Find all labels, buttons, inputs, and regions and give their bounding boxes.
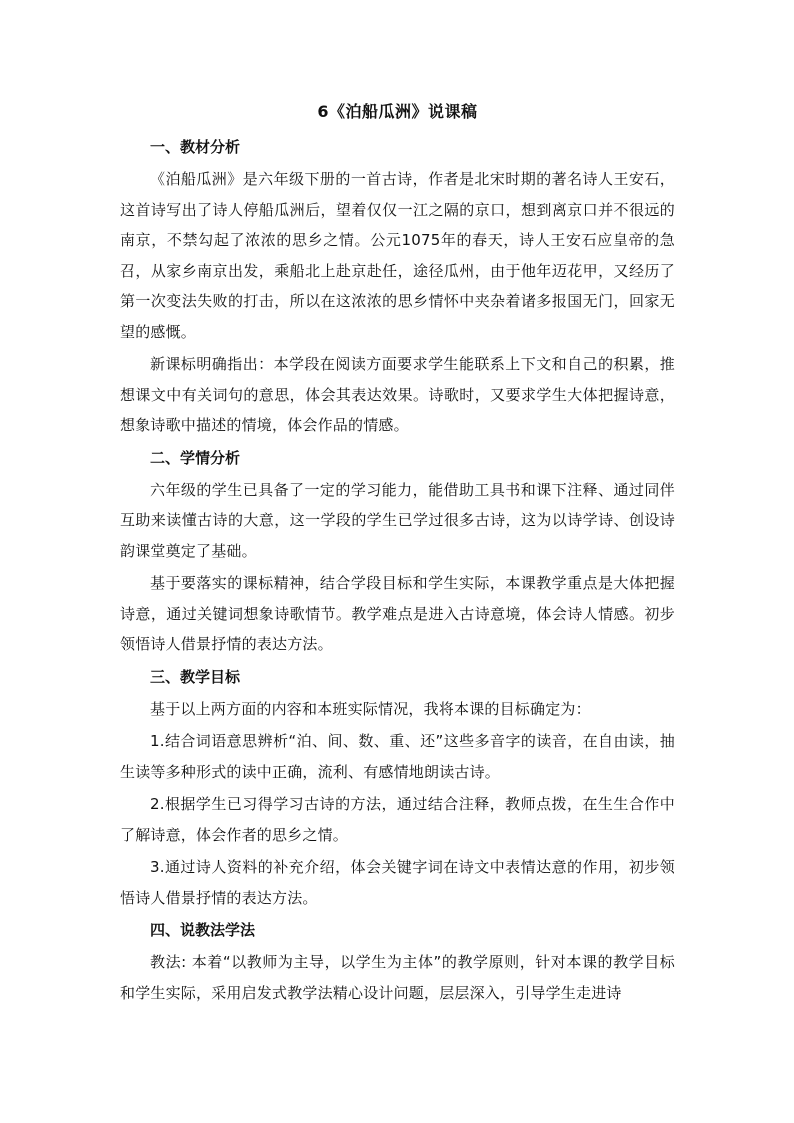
section-heading: 一、教材分析 <box>150 138 241 156</box>
paragraph: 1.结合词语意思辨析“泊、间、数、重、还”这些多音字的读音，在自由读，抽生读等多种形式的读中正确，流利、有感情地朗读古诗。 <box>120 732 675 781</box>
section-textbook-analysis <box>120 132 675 441</box>
paragraph: 3.通过诗人资料的补充介绍，体会关键字词在诗文中表情达意的作用，初步领悟诗人借景抒情的表达方法。 <box>120 858 675 907</box>
paragraph: 基于以上两方面的内容和本班实际情况，我将本课的目标确定为： <box>150 699 591 718</box>
paragraph: 《泊船瓜洲》是六年级下册的一首古诗，作者是北宋时期的著名诗人王安石，这首诗写出了诗人停船瓜洲后，望着仅仅一江之隔的京口，想到离京口并不很远的南京，不禁勾起了浓浓的思乡之情。公元1075年的春天，诗人王安石应皇帝的急召，从家乡南京出发，乘船北上赴京赴任，途径瓜州，由于他年迈花甲，又经历了第一次变法失败的打击，所以在这浓浓的思乡情怀中夹杂着诸多报国无门，回家无望的感慨。 <box>120 170 675 341</box>
paragraph: 六年级的学生已具备了一定的学习能力，能借助工具书和课下注释、通过同伴互助来读懂古诗的大意，这一学段的学生已学过很多古诗，这为以诗学诗、创设诗韵课堂奠定了基础。 <box>120 480 675 560</box>
paragraph: 新课标明确指出：本学段在阅读方面要求学生能联系上下文和自己的积累，推想课文中有关词句的意思，体会其表达效果。诗歌时，又要求学生大体把握诗意，想象诗歌中描述的情境，体会作品的情感。 <box>120 355 675 434</box>
document-page <box>120 100 675 1010</box>
section-heading: 二、学情分析 <box>150 448 241 467</box>
section-teaching-methods <box>120 915 675 1008</box>
section-student-analysis <box>120 443 675 660</box>
paragraph: 2.根据学生已习得学习古诗的方法，通过结合注释，教师点拨，在生生合作中了解诗意，体会作者的思乡之情。 <box>120 795 675 844</box>
section-heading: 三、教学目标 <box>150 667 241 686</box>
section-heading: 四、说教法学法 <box>150 921 256 939</box>
paragraph: 教法: 本着“以教师为主导，以学生为主体”的教学原则，针对本课的教学目标和学生实际，采用启发式教学法精心设计问题，层层深入，引导学生走进诗 <box>120 953 675 1002</box>
paragraph: 基于要落实的课标精神，结合学段目标和学生实际，本课教学重点是大体把握诗意，通过关键词想象诗歌情节。教学难点是进入古诗意境，体会诗人情感。初步领悟诗人借景抒情的表达方法。 <box>120 574 675 653</box>
document-title: 6《泊船瓜洲》说课稿 <box>317 102 478 121</box>
section-teaching-goals <box>120 662 675 914</box>
